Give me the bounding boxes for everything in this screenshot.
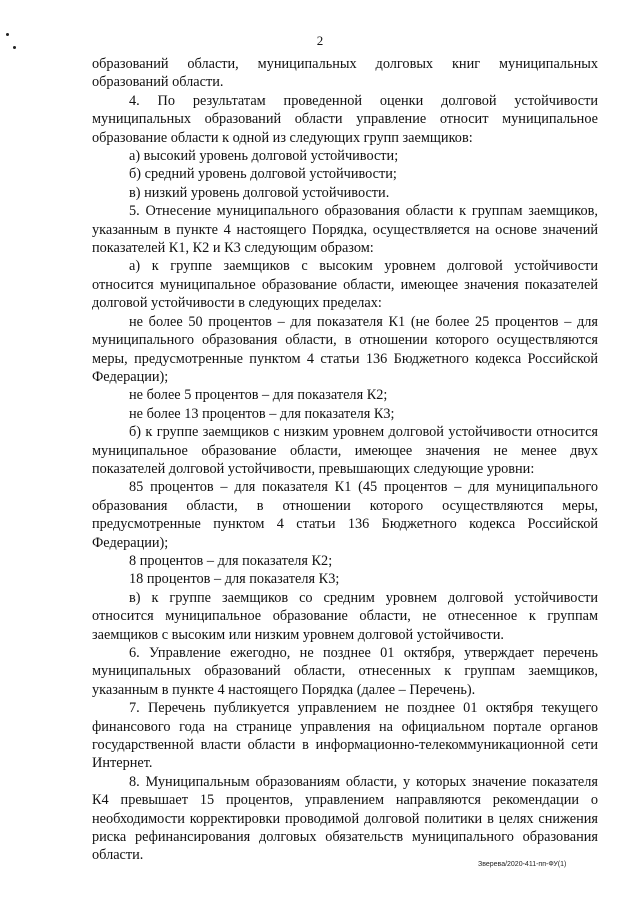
limit-k3: не более 13 процентов – для показателя К3; — [129, 405, 395, 422]
limit-k1: не более 50 процентов – для показателя К1 (не более 25 процентов – для муниципального образования области, в отношении которого осуществляются меры, предусмотренные пунктом 4 статьи 136 Бюджетного кодекса Российской Федерации); — [92, 313, 598, 385]
paragraph-item-8: 8. Муниципальным образованиям области, у которых значение показателя К4 превышает 15 процентов, управлением направляются рекомендации о необходимости корректировки проводимой долговой политики в целях снижения риска рефинансирования долговых обязательств муниципального образования области. — [92, 773, 598, 864]
paragraph-item-7: 7. Перечень публикуется управлением не позднее 01 октября текущего финансового года на странице управления на официальном портале органов государственной власти области в информационно-телекоммуникационной сети Интернет. — [92, 700, 598, 772]
paragraph-item-6: 6. Управление ежегодно, не позднее 01 октября, утверждает перечень муниципальных образований области, отнесенных к группам заемщиков, указанным в пункте 4 настоящего Порядка (далее – Перечень). — [92, 645, 598, 698]
paragraph-item-5: 5. Отнесение муниципального образования области к группам заемщиков, указанным в пункте 4 настоящего Порядка, осуществляется на основе значений показателей К1, К2 и К3 следующим образом: — [92, 203, 598, 257]
list-item-c: в) низкий уровень долговой устойчивости. — [129, 184, 390, 201]
list-item-a: а) высокий уровень долговой устойчивости; — [129, 148, 399, 165]
subparagraph-5a: а) к группе заемщиков с высоким уровнем долговой устойчивости относится муниципальное образование области, имеющее значения показателей долговой устойчивости в следующих пределах: — [92, 258, 598, 312]
threshold-k3: 18 процентов – для показателя К3; — [129, 571, 340, 588]
threshold-k1: 85 процентов – для показателя К1 (45 процентов – для муниципального образования области, в отношении которого осуществляются меры, предусмотренные пунктом 4 статьи 136 Бюджетного кодекса Российской Федерации); — [92, 479, 598, 551]
paragraph-continuation: образований области, муниципальных долговых книг муниципальных образований области. — [92, 56, 598, 91]
paragraph-item-4: 4. По результатам проведенной оценки долговой устойчивости муниципальных образований области управление относит муниципальное образование области к одной из следующих групп заемщиков: — [92, 92, 598, 146]
limit-k2: не более 5 процентов – для показателя К2; — [129, 387, 388, 404]
subparagraph-5b: б) к группе заемщиков с низким уровнем долговой устойчивости относится муниципальное образование области, имеющее значения не менее двух показателей долговой устойчивости, превышающих следующие уровни: — [92, 424, 598, 477]
threshold-k2: 8 процентов – для показателя К2; — [129, 552, 333, 569]
subparagraph-5c: в) к группе заемщиков со средним уровнем долговой устойчивости относится муниципальное образование области, не отнесенное к группам заемщиков с высоким или низким уровнем долговой устойчивости. — [92, 589, 598, 643]
list-item-b: б) средний уровень долговой устойчивости; — [129, 166, 397, 183]
document-body — [92, 55, 598, 865]
footer-document-code: Зверева/2020-411-пп-ФУ(1) — [478, 861, 567, 868]
page-number: 2 — [316, 33, 324, 48]
